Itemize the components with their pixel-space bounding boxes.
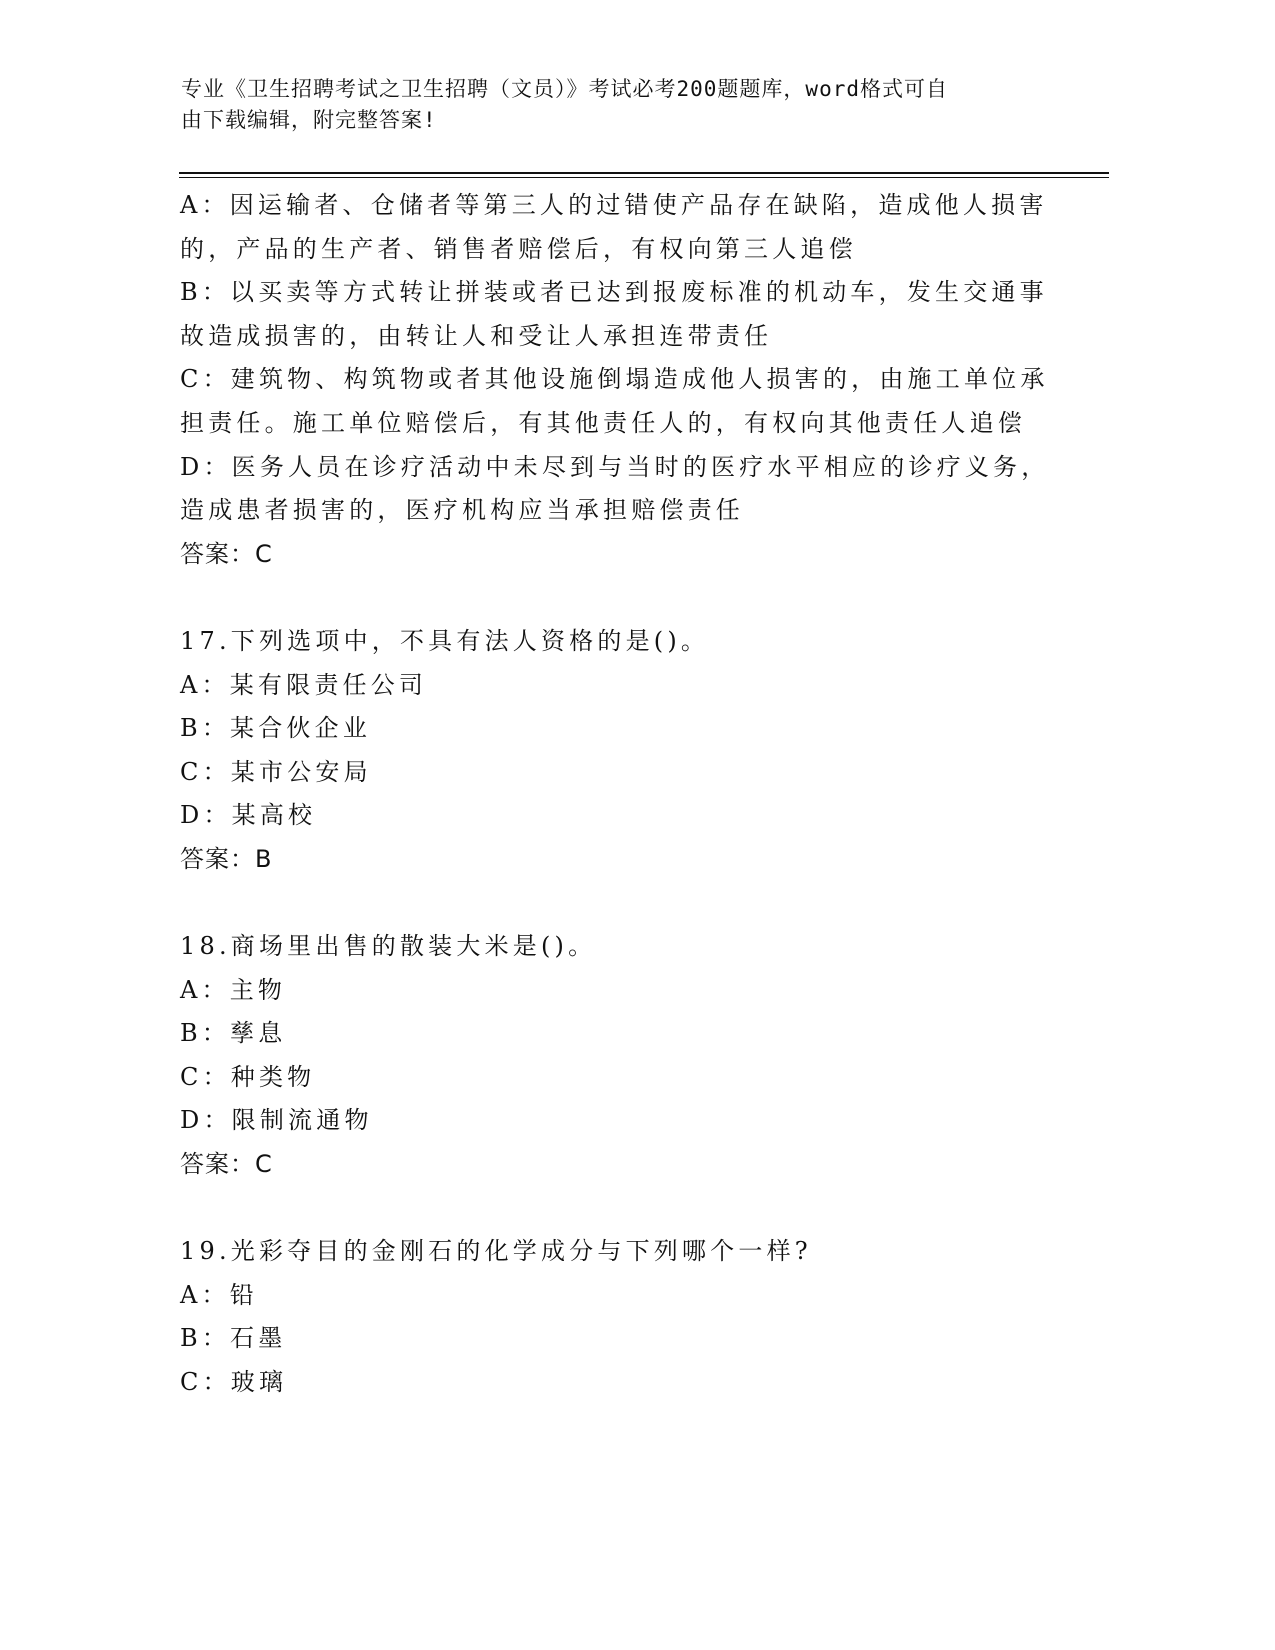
q16-option-d-line-1: D：医务人员在诊疗活动中未尽到与当时的医疗水平相应的诊疗义务， <box>180 452 1050 481</box>
q16-option-d-line-2: 造成患者损害的，医疗机构应当承担赔偿责任 <box>180 496 744 525</box>
q17-option-d: D：某高校 <box>180 801 317 830</box>
question-16-block <box>180 184 1080 576</box>
q19-question: 19.光彩夺目的金刚石的化学成分与下列哪个一样? <box>180 1237 812 1266</box>
header-divider-thin <box>179 177 1109 178</box>
q16-option-a-line-2: 的，产品的生产者、销售者赔偿后，有权向第三人追偿 <box>180 234 857 263</box>
q16-option-a-line-1: A：因运输者、仓储者等第三人的过错使产品存在缺陷，造成他人损害 <box>180 191 1048 219</box>
spacer <box>180 576 1080 620</box>
q18-option-c: C：种类物 <box>180 1062 316 1091</box>
q18-question: 18.商场里出售的散装大米是()。 <box>180 932 597 961</box>
q16-option-c-line-2: 担责任。施工单位赔偿后，有其他责任人的，有权向其他责任人追偿 <box>180 408 1026 437</box>
q17-option-a: A：某有限责任公司 <box>180 670 428 699</box>
spacer <box>180 882 1080 926</box>
header-divider-thick <box>179 172 1109 174</box>
document-header <box>181 74 1041 136</box>
q19-option-a: A：铅 <box>180 1280 258 1309</box>
q16-option-b-line-2: 故造成损害的，由转让人和受让人承担连带责任 <box>180 321 773 350</box>
q18-option-b: B：孳息 <box>180 1019 287 1048</box>
q17-answer: 答案：B <box>180 844 273 873</box>
question-19-block <box>180 1230 1080 1404</box>
q19-option-c: C：玻璃 <box>180 1368 288 1397</box>
q16-option-b-line-1: B：以买卖等方式转让拼装或者已达到报废标准的机动车，发生交通事 <box>180 278 1048 307</box>
q16-option-c-line-1: C：建筑物、构筑物或者其他设施倒塌造成他人损害的，由施工单位承 <box>180 365 1049 394</box>
q18-option-d: D：限制流通物 <box>180 1106 373 1135</box>
q18-option-a: A：主物 <box>180 975 287 1004</box>
q16-answer: 答案：C <box>180 539 273 568</box>
question-18-block <box>180 925 1080 1187</box>
question-list <box>180 184 1080 1405</box>
spacer <box>180 1187 1080 1231</box>
q19-option-b: B：石墨 <box>180 1324 287 1353</box>
q18-answer: 答案：C <box>180 1150 273 1179</box>
header-line-2: 由下载编辑，附完整答案! <box>181 108 437 132</box>
q17-question: 17.下列选项中，不具有法人资格的是()。 <box>180 626 710 655</box>
q17-option-b: B：某合伙企业 <box>180 714 372 743</box>
question-17-block <box>180 620 1080 882</box>
header-line-1: 专业《卫生招聘考试之卫生招聘（文员）》考试必考200题题库，word格式可自 <box>181 77 948 101</box>
q17-option-c: C：某市公安局 <box>180 757 372 786</box>
